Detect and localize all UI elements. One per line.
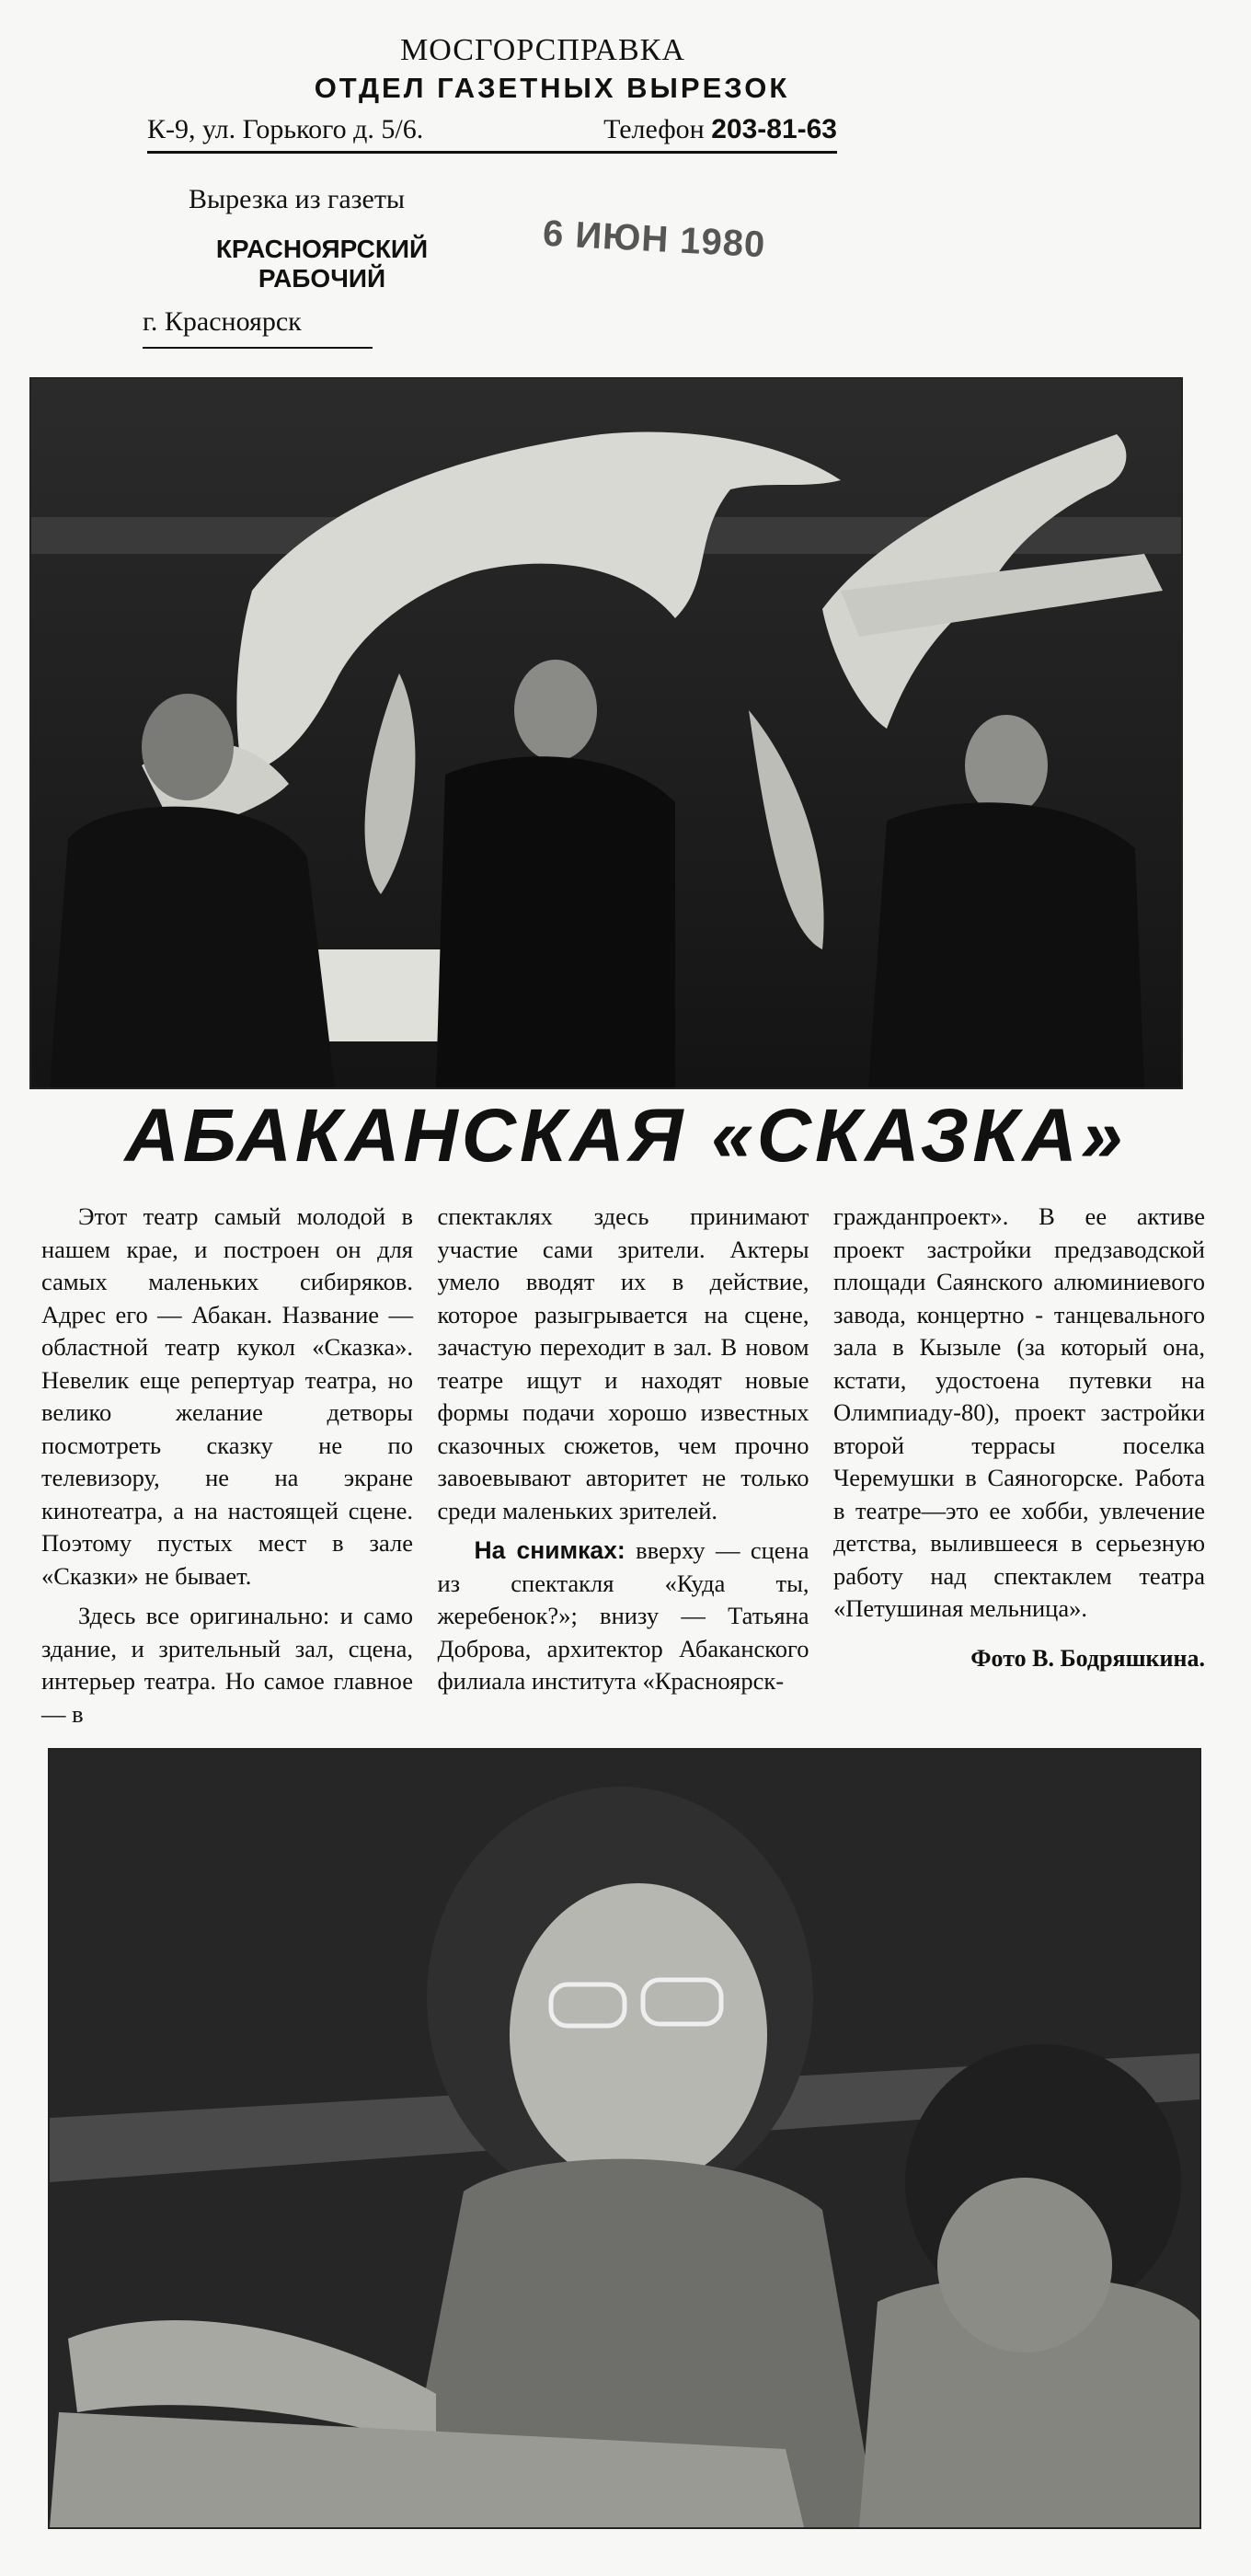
photo-caption: [438, 1535, 809, 1698]
newspaper-name-line1: КРАСНОЯРСКИЙ: [215, 235, 429, 263]
article-column-3: [833, 1201, 1205, 1697]
address: К-9, ул. Горького д. 5/6.: [147, 114, 424, 144]
paragraph: спектаклях здесь принимают участие сами зрители. Актеры умело вводят их в действие, которое разыгрывается на сцене, зачастую переходит в зал. В новом театре ищут и находят новые формы подачи хорошо известных сказочных сюжетов, чем прочно завоевывают авторитет не только среди маленьких зрителей.: [437, 1202, 809, 1524]
photo-puppet-show: [29, 377, 1183, 1089]
article-body: [41, 1201, 1205, 1728]
phone: [603, 114, 837, 145]
newspaper-name-line2: РАБОЧИЙ: [258, 264, 386, 293]
paragraph: Этот театр самый молодой в нашем крае, и построен он для самых маленьких сибиряков. Адрес его — Абакан. Название — областной театр кукол «Сказка». Невелик еще репертуар театра, но велико желание детворы посмотреть сказку не по телевизору, не на экране кинотеатра, а на настоящей сцене. Поэтому пустых мест в зале «Сказки» не бывает.: [41, 1202, 413, 1590]
caption-text: вверху — сцена из спектакля «Куда ты, жеребенок?»; внизу — Татьяна Доброва, архитектор Абаканского филиала института «Красноярск-: [437, 1536, 809, 1695]
phone-label: Телефон: [603, 114, 705, 144]
article-headline: АБАКАНСКАЯ «СКАЗКА»: [124, 1094, 1127, 1178]
city: г. Красноярск: [143, 306, 373, 349]
newspaper-name: [189, 235, 455, 293]
article-column-1: [41, 1201, 413, 1728]
article-column-2: [438, 1201, 809, 1697]
department-name: ОТДЕЛ ГАЗЕТНЫХ ВЫРЕЗОК: [314, 72, 790, 104]
paragraph: Здесь все оригинально: и само здание, и зрительный зал, сцена, интерьер театра. Но самое главное — в: [41, 1602, 413, 1728]
address-line: [147, 114, 837, 154]
paragraph: гражданпроект». В ее активе проект застройки предзаводской площади Саянского алюминиевого завода, концертно - танцевального зала в Кызыле (за который она, кстати, удостоена путевки на Олимпиаду-80), проект застройки второй террасы поселка Черемушки в Саяногорске. Работа в театре—это ее хобби, увлечение детства, вылившееся в серьезную работу над спектаклем театра «Петушиная мельница».: [833, 1202, 1205, 1622]
phone-number: 203-81-63: [711, 114, 837, 144]
agency-name: МОСГОРСПРАВКА: [400, 33, 685, 67]
photo-credit: Фото В. Бодряшкина.: [970, 1644, 1205, 1672]
date-stamp: 6 ИЮН 1980: [542, 213, 767, 266]
clipping-label: Вырезка из газеты: [189, 184, 406, 214]
photo-architect-portrait: [48, 1748, 1201, 2529]
caption-lead: На снимках:: [474, 1536, 626, 1564]
